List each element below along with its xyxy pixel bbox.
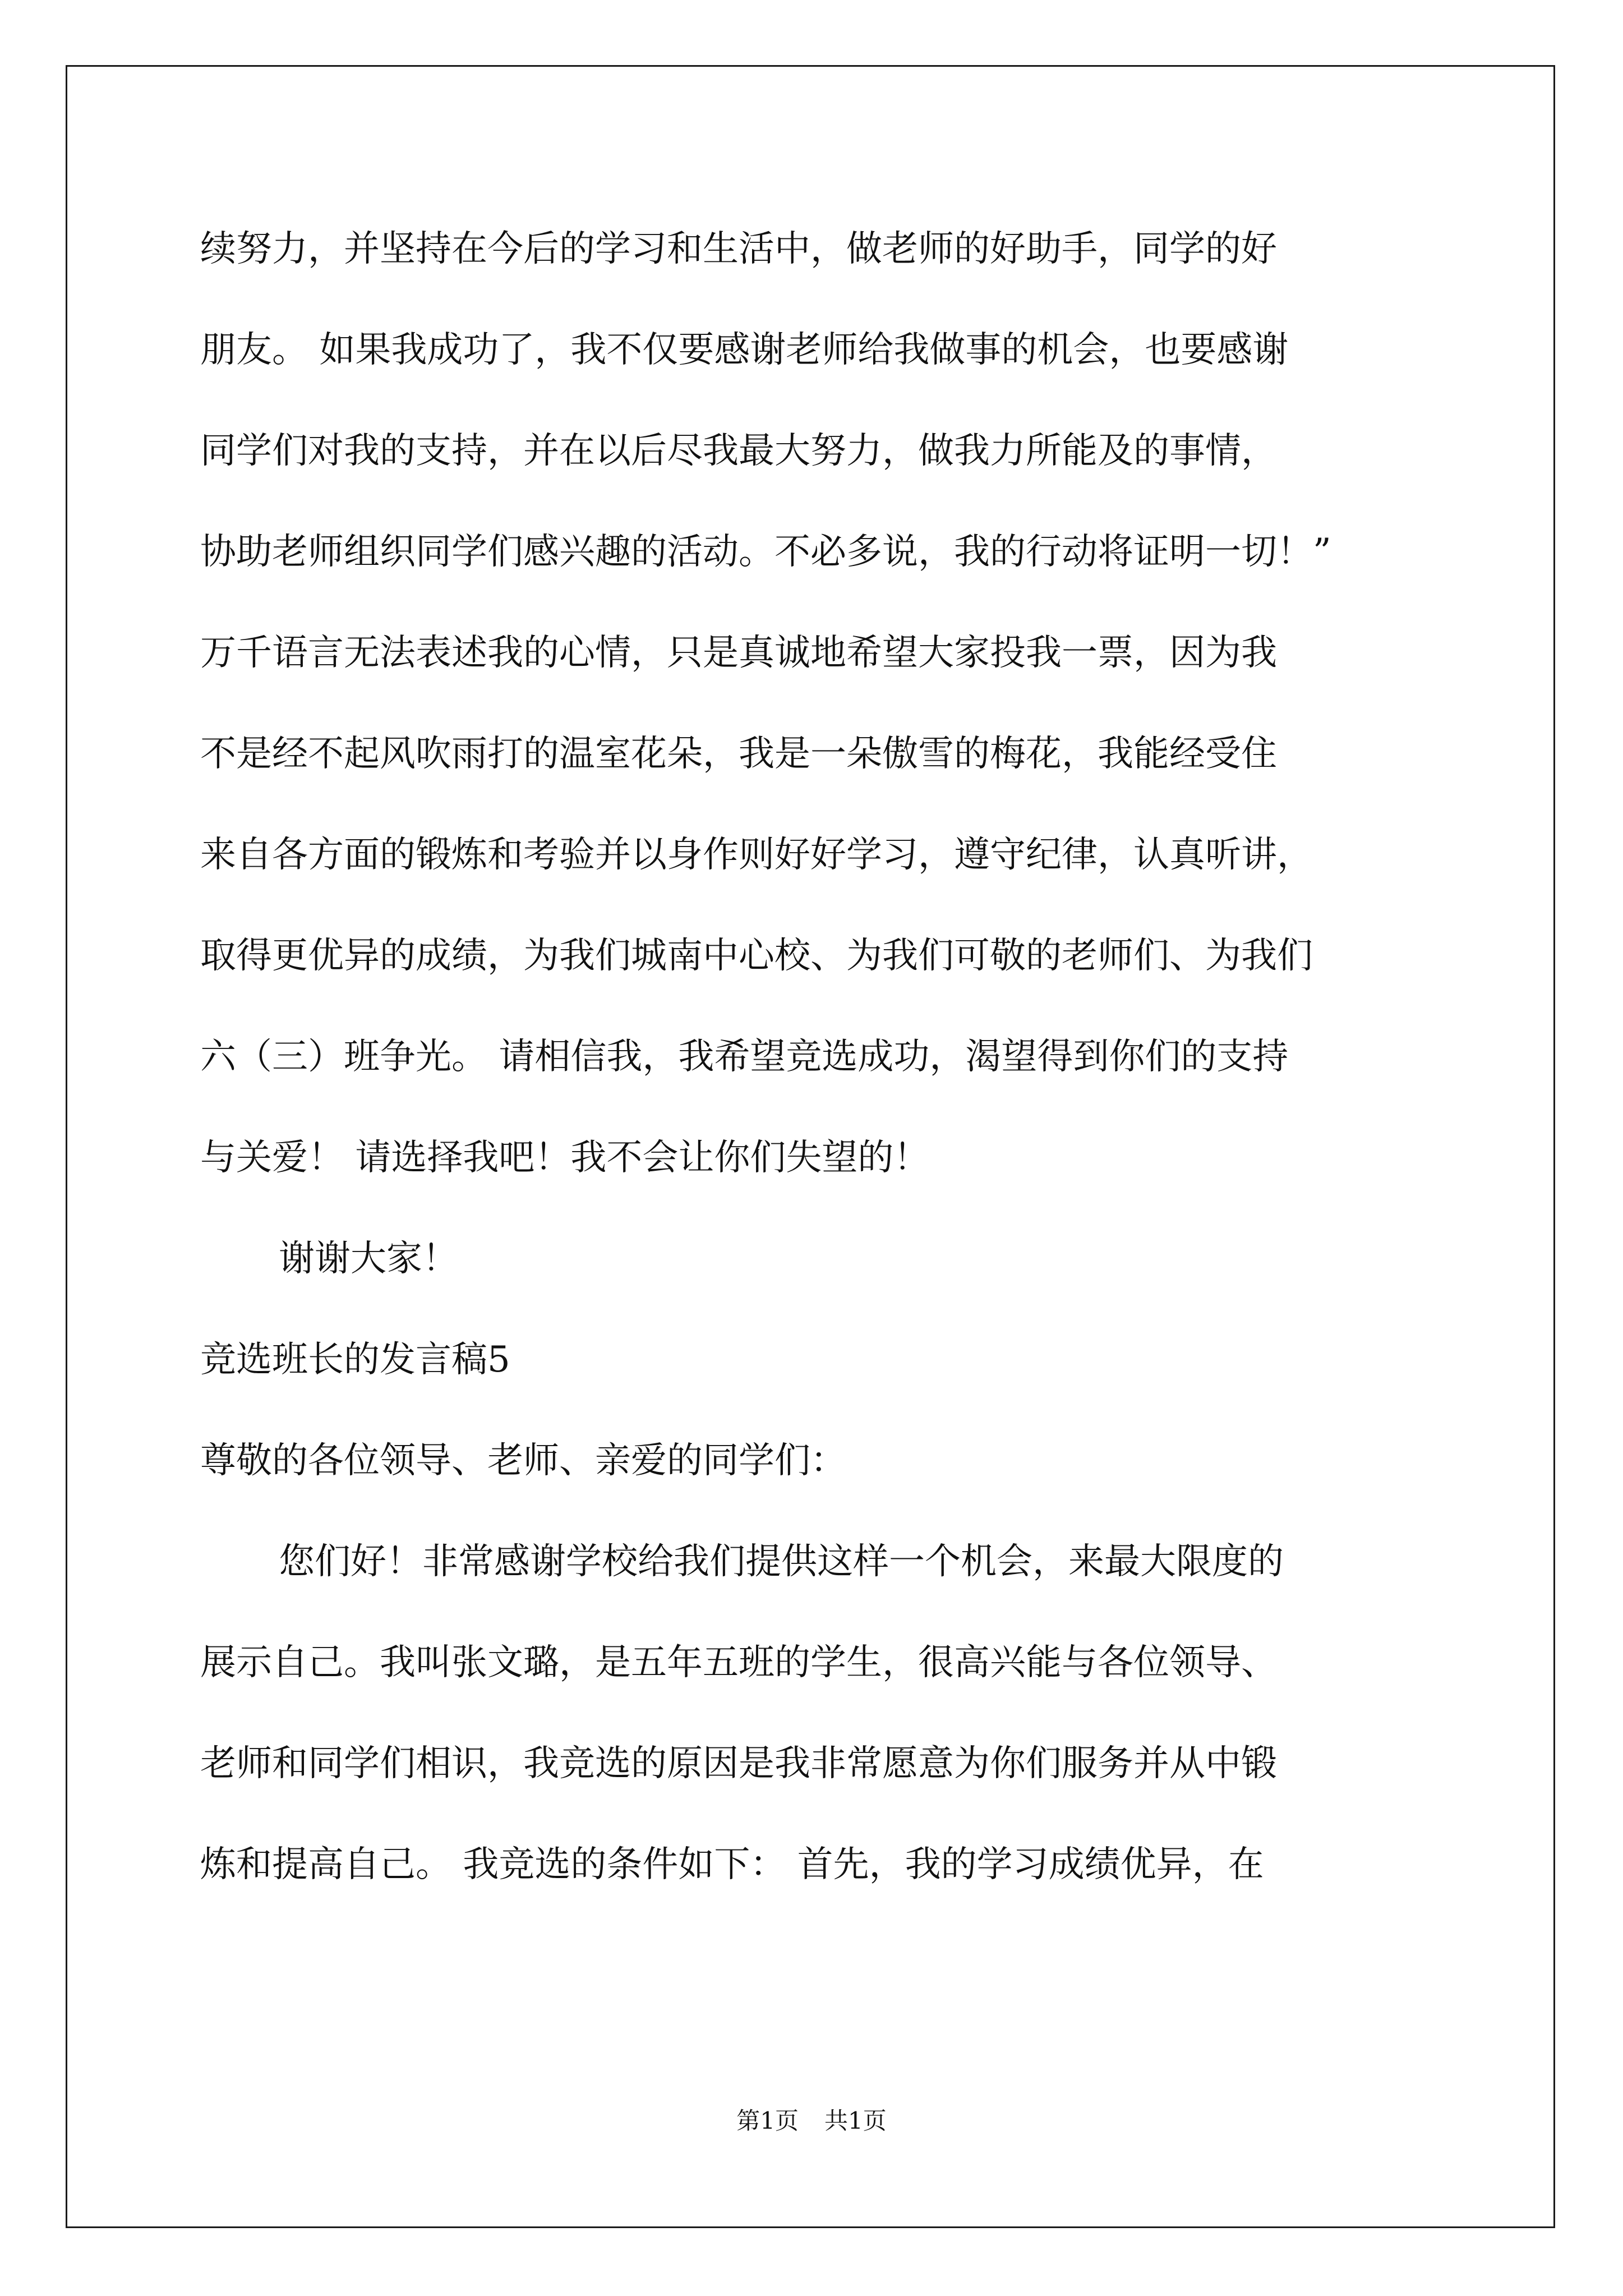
page-footer xyxy=(0,2107,1623,2135)
salutation: 尊敬的各位领导、老师、亲爱的同学们： xyxy=(200,1440,846,1481)
text-line: 展示自己。我叫张文璐，是五年五班的学生，很高兴能与各位领导、 xyxy=(200,1642,1277,1683)
text-line: 协助老师组织同学们感兴趣的活动。不必多说，我的行动将证明一切！” xyxy=(200,531,1331,573)
text-line: 您们好！非常感谢学校给我们提供这样一个机会，来最大限度的 xyxy=(279,1541,1284,1582)
text-line: 朋友。 如果我成功了，我不仅要感谢老师给我做事的机会，也要感谢 xyxy=(200,329,1289,371)
page-total: 共1页 xyxy=(824,2107,887,2134)
text-line: 来自各方面的锻炼和考验并以身作则好好学习，遵守纪律，认真听讲， xyxy=(200,834,1313,876)
text-line: 与关爱！ 请选择我吧！我不会让你们失望的！ xyxy=(200,1137,930,1179)
closing-line: 谢谢大家！ xyxy=(279,1238,458,1280)
text-line: 炼和提高自己。 我竞选的条件如下： 首先，我的学习成绩优异，在 xyxy=(200,1844,1264,1885)
text-line: 续努力，并坚持在今后的学习和生活中，做老师的好助手，同学的好 xyxy=(200,228,1277,270)
text-line: 六（三）班争光。 请相信我，我希望竞选成功，渴望得到你们的支持 xyxy=(200,1036,1289,1078)
text-line: 老师和同学们相识，我竞选的原因是我非常愿意为你们服务并从中锻 xyxy=(200,1743,1277,1784)
text-line: 取得更优异的成绩，为我们城南中心校、为我们可敬的老师们、为我们 xyxy=(200,935,1313,977)
page-number: 第1页 xyxy=(736,2107,799,2134)
text-line: 万千语言无法表述我的心情，只是真诚地希望大家投我一票，因为我 xyxy=(200,632,1277,674)
section-heading: 竞选班长的发言稿5 xyxy=(200,1339,510,1381)
text-line: 同学们对我的支持，并在以后尽我最大努力，做我力所能及的事情， xyxy=(200,430,1277,472)
text-line: 不是经不起风吹雨打的温室花朵，我是一朵傲雪的梅花，我能经受住 xyxy=(200,733,1277,775)
